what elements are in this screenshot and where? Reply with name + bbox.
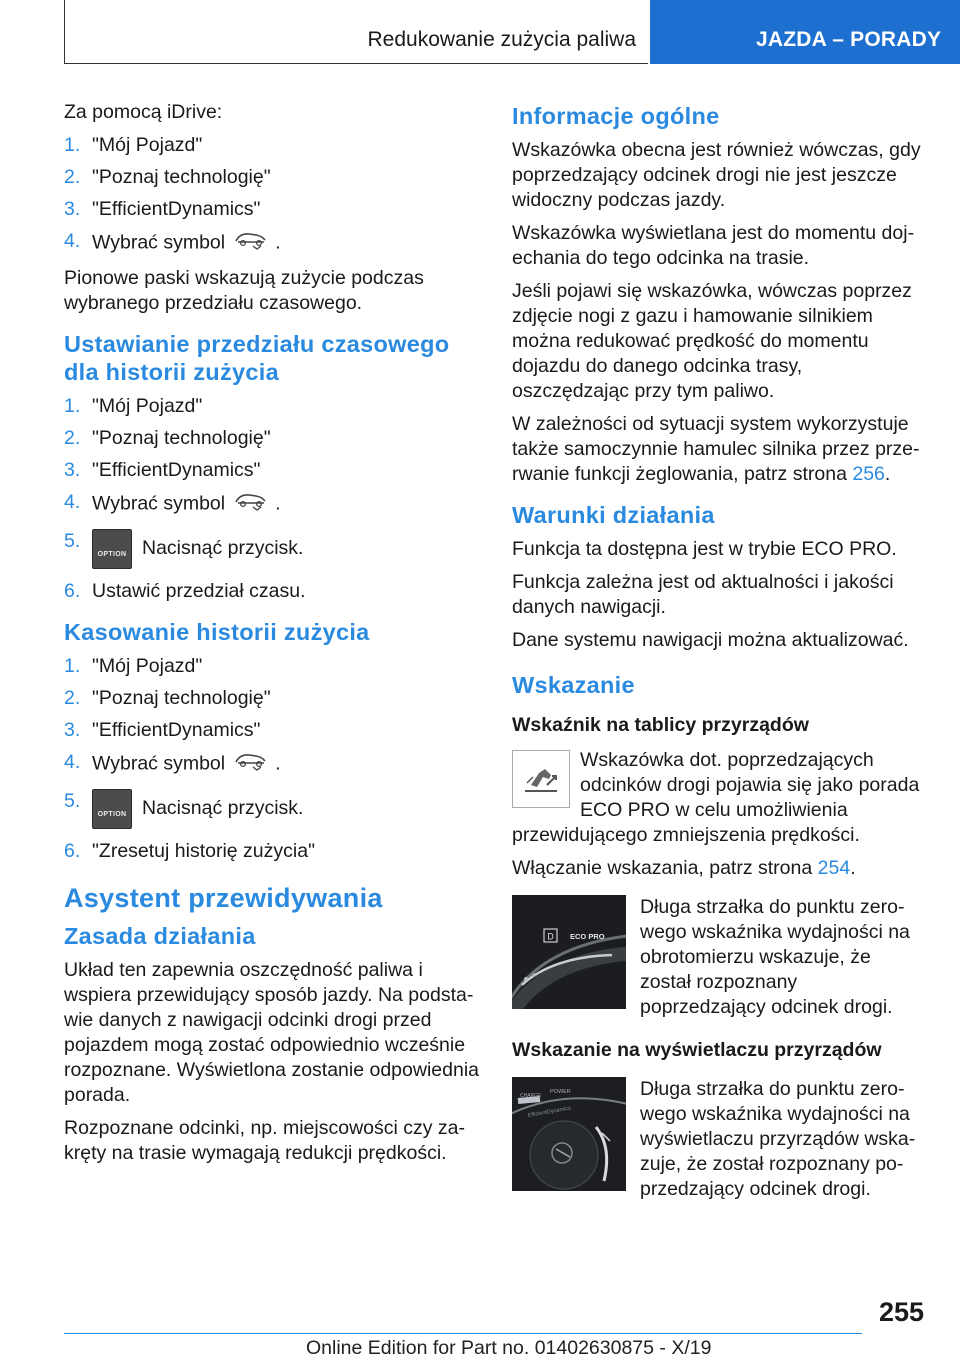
svg-text:D: D [547, 931, 554, 942]
list-item: 2. "Poznaj technologię" [64, 687, 271, 709]
list-item: 4. Wybrać symbol . [64, 229, 484, 258]
list-item: 3. "EfficientDynamics" [64, 198, 261, 220]
efficiency-car-icon [233, 750, 269, 779]
list-item: 4. Wybrać symbol . [64, 750, 484, 779]
heading-time-interval: Ustawianie przedziału czasowego dla historii zużycia [64, 331, 450, 385]
subheading-instrument-display: Wskazanie na wyświetlaczu przyrządów [512, 1039, 882, 1061]
paragraph: Wskazówka dot. poprzedzających odcinków drogi pojawia się jako porada ECO PRO w celu umożliwienia przewidującego zmniejszenia prędkości. [512, 749, 920, 846]
right-column [512, 100, 924, 1220]
steps-list-1 [64, 133, 484, 258]
figure-instrument-display [512, 1077, 924, 1202]
list-item: 6. "Zresetuj historię zużycia" [64, 840, 316, 862]
list-item: 4. Wybrać symbol . [64, 490, 484, 519]
paragraph: Jeśli pojawi się wskazówka, wówczas poprzez zdjęcie nogi z gazu i hamowanie silnikiem można redukować prędkość do momentu dojazdu do danego odcinka trasy, oszczędzając przy tym paliwo. [512, 280, 912, 402]
paragraph: Rozpoznane odcinki, np. miejscowości czy zakręty na trasie wymagają redukcji prędkości. [64, 1117, 466, 1164]
option-button-icon: OPTION [92, 529, 132, 569]
figure-caption: Długa strzałka do punktu zerowego wskaźnika wydajności na obrotomierzu wskazuje, że został rozpoznany poprzedzający odcinek drogi. [640, 896, 910, 1018]
paragraph: W zależności od sytuacji system wykorzystuje także samoczynnie hamulec silnika przez przerwanie funkcji żeglowania, patrz strona 256. [512, 413, 920, 485]
list-item: 2. "Poznaj technologię" [64, 166, 271, 188]
list-item: 3. "EfficientDynamics" [64, 719, 261, 741]
page-link[interactable]: 254 [817, 857, 851, 879]
paragraph: Wskazówka obecna jest również wówczas, gdy poprzedzający odcinek drogi nie jest jeszcze widoczny podczas jazdy. [512, 139, 921, 211]
section-title: Redukowanie zużycia paliwa [367, 28, 636, 51]
tachometer-image [512, 895, 626, 1009]
cluster-indicator-block [512, 748, 924, 848]
paragraph: Wskazówka wyświetlana jest do momentu dojechania do tego odcinka na trasie. [512, 222, 915, 269]
list-item: 5. OPTION Nacisnąć przycisk. [64, 789, 484, 829]
paragraph: Funkcja zależna jest od aktualności i jakości danych nawigacji. [512, 571, 894, 618]
svg-text:POWER: POWER [550, 1089, 571, 1095]
option-button-icon: OPTION [92, 789, 132, 829]
paragraph: Funkcja ta dostępna jest w trybie ECO PRO. [512, 538, 897, 560]
list-item: 3. "EfficientDynamics" [64, 459, 261, 481]
page-link[interactable]: 256 [852, 463, 885, 485]
chapter-tab [650, 0, 960, 64]
eco-foot-lift-icon [512, 750, 570, 808]
paragraph: Włączanie wskazania, patrz strona 254. [512, 857, 856, 879]
list-item: 1. "Mój Pojazd" [64, 134, 203, 156]
efficiency-car-icon [233, 229, 269, 258]
heading-display: Wskazanie [512, 672, 635, 698]
heading-general-info: Informacje ogólne [512, 103, 720, 129]
list-item: 1. "Mój Pojazd" [64, 655, 203, 677]
footer-divider [64, 1333, 862, 1334]
chapter-title: JAZDA – PORADY [756, 28, 942, 51]
list-item: 1. "Mój Pojazd" [64, 395, 203, 417]
list-item: 2. "Poznaj technologię" [64, 427, 271, 449]
paragraph: Układ ten zapewnia oszczędność paliwa i wspiera przewidujący sposób jazdy. Na podstawie danych z nawigacji odcinki drogi przed pojazdem mogą zostać odpowiednio wcześnie rozpoznane. Wyświetlona zostanie odpowiednia porada. [64, 959, 479, 1106]
figure-caption: Długa strzałka do punktu zerowego wskaźnika wydajności na wyświetlaczu przyrządów wskazuje, że został rozpoznany poprzedzający odcinek drogi. [640, 1078, 916, 1200]
figure-tachometer [512, 895, 924, 1020]
intro-text: Za pomocą iDrive: [64, 101, 223, 123]
subheading-cluster: Wskaźnik na tablicy przyrządów [512, 714, 809, 736]
heading-principle: Zasada działania [64, 923, 256, 949]
svg-text:ECO PRO: ECO PRO [570, 932, 605, 941]
instrument-display-image [512, 1077, 626, 1191]
svg-text:EfficientDynamics: EfficientDynamics [527, 1105, 572, 1119]
efficiency-car-icon [233, 490, 269, 519]
paragraph: Dane systemu nawigacji można aktualizować. [512, 629, 909, 651]
running-header [64, 0, 648, 64]
footer-text: Online Edition for Part no. 01402630875 - X/19 [306, 1337, 712, 1359]
heading-reset-history: Kasowanie historii zużycia [64, 619, 370, 645]
steps-list-2 [64, 394, 484, 604]
heading-predictive-assistant: Asystent przewidywania [64, 883, 383, 913]
steps-list-3 [64, 654, 484, 864]
heading-conditions: Warunki działania [512, 502, 715, 528]
list-item: 6. Ustawić przedział czasu. [64, 580, 306, 602]
list-item: 5. OPTION Nacisnąć przycisk. [64, 529, 484, 569]
svg-text:CHARGE: CHARGE [520, 1093, 542, 1099]
paragraph: Pionowe paski wskazują zużycie podczas wybranego przedziału czasowego. [64, 267, 424, 314]
left-column [64, 100, 484, 1174]
page-number: 255 [878, 1297, 924, 1327]
